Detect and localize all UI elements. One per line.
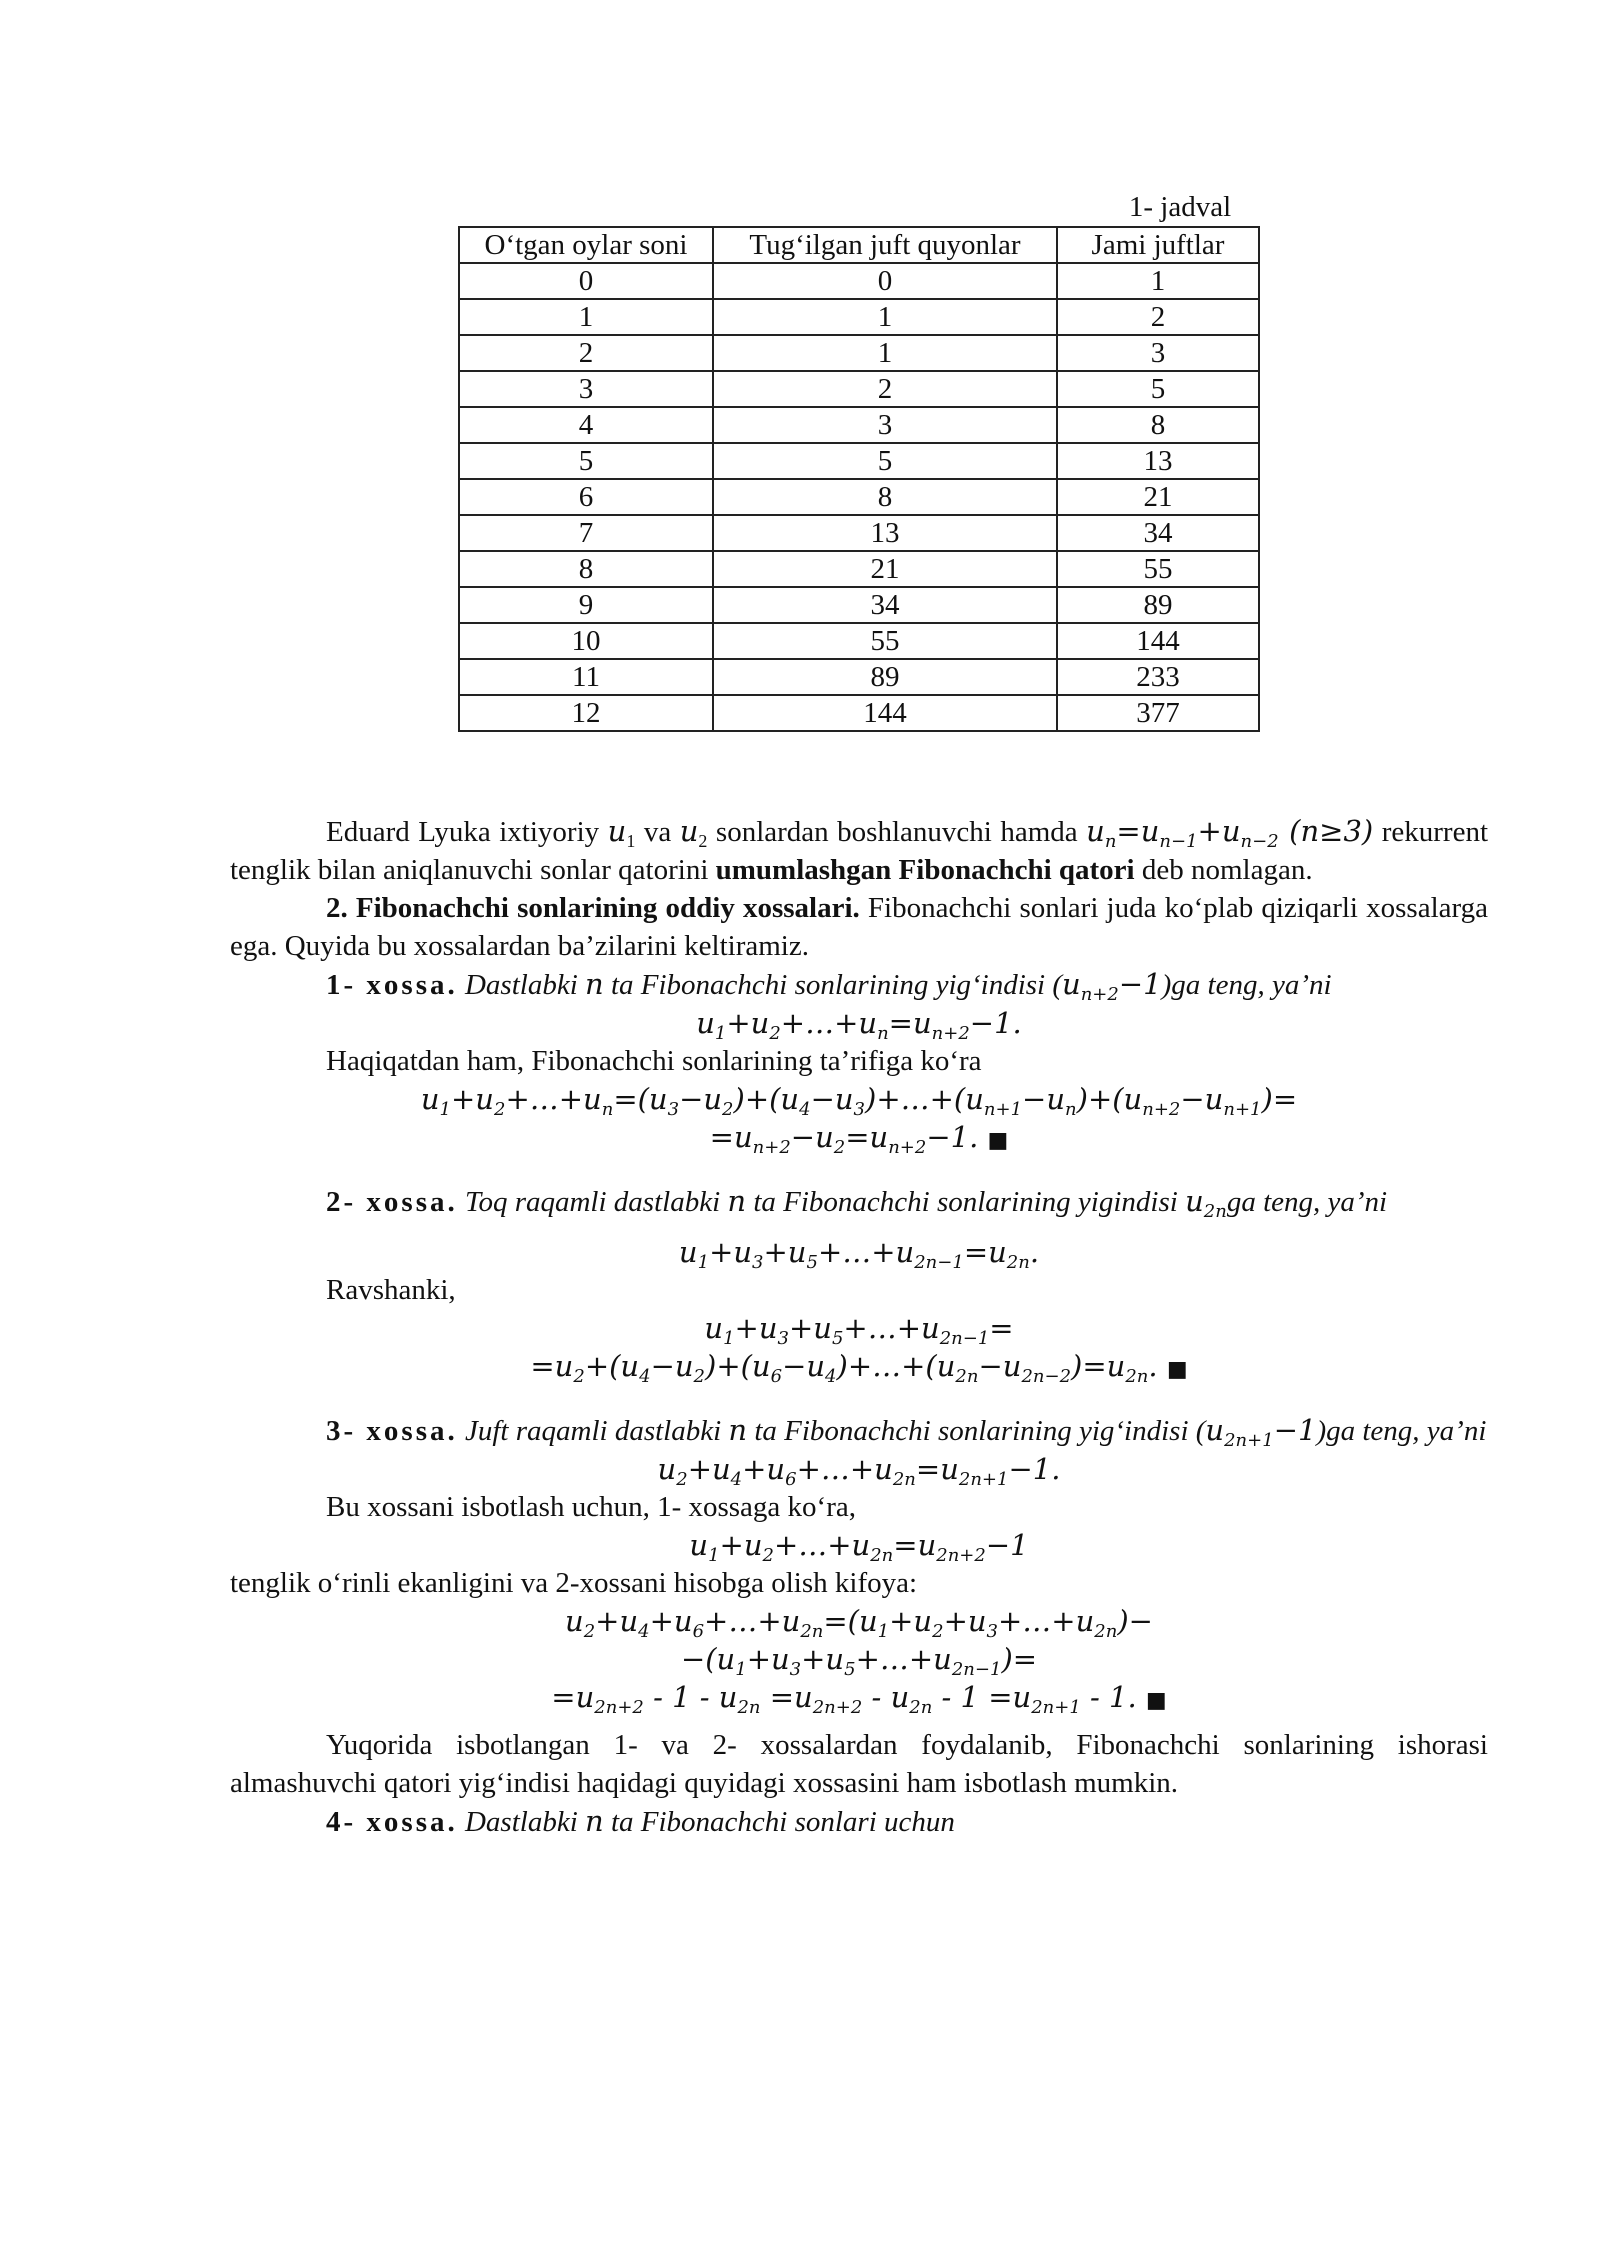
formula-9: $u_2+u_4+u_6+\dots+u_{2n}=(u_1+u_2+u_3+\dots+u_{2n})-$ [565, 1604, 1153, 1642]
formula-5: $u_1+u_3+u_5+\dots+u_{2n-1}=$ [704, 1311, 1014, 1349]
section-heading: 2. Fibonachchi sonlarining oddiy xossalari. [326, 892, 860, 924]
table-row [459, 551, 1259, 587]
property-1-statement: 1- xossa. Dastlabki n ta Fibonachchi sonlarining yig‘indisi $(u_{n+2}-1)ga$ teng, ya’ni [326, 967, 1332, 1005]
table-cell: 1 [1057, 263, 1259, 299]
property-2-proof-intro: Ravshanki, [326, 1274, 456, 1306]
table-cell: 8 [1057, 407, 1259, 443]
table-row [459, 587, 1259, 623]
table-cell: 55 [713, 623, 1057, 659]
table-row [459, 263, 1259, 299]
formula-1: $u_1+u_2+\dots+u_n=u_{n+2}-1$. [696, 1006, 1022, 1044]
table-cell: 55 [1057, 551, 1259, 587]
table-cell: 8 [459, 551, 713, 587]
table-row [459, 335, 1259, 371]
formula-7: $u_2+u_4+u_6+\dots+u_{2n}=u_{2n+1}-1$. [657, 1452, 1061, 1490]
recurrence-formula: $u_n=u_{n-1}+u_{n-2}$ (n≥3) [1086, 814, 1374, 852]
formula-4: $u_1+u_3+u_5+\dots+u_{2n-1}=u_{2n}$. [678, 1235, 1040, 1273]
table-header-row [459, 227, 1259, 263]
table-cell: 0 [459, 263, 713, 299]
table-row [459, 515, 1259, 551]
table-cell: 89 [713, 659, 1057, 695]
property-4-statement: 4- xossa. Dastlabki n ta Fibonachchi sonlari uchun [326, 1804, 955, 1838]
table-cell: 144 [1057, 623, 1259, 659]
column-header: Tug‘ilgan juft quyonlar [713, 227, 1057, 263]
table-cell: 0 [713, 263, 1057, 299]
table-caption: 1- jadval [1128, 191, 1232, 223]
table-cell: 9 [459, 587, 713, 623]
formula-6: $=u_2+(u_4-u_2)+(u_6-u_4)+\dots+(u_{2n}-u_{2n-2})=u_{2n}$. ■ [530, 1349, 1188, 1387]
table-cell: 10 [459, 623, 713, 659]
formula-10: $-(u_1+u_3+u_5+\dots+u_{2n-1})=$ [680, 1642, 1038, 1680]
table-cell: 34 [1057, 515, 1259, 551]
table-cell: 5 [1057, 371, 1259, 407]
table-row [459, 695, 1259, 731]
table-cell: 7 [459, 515, 713, 551]
table-cell: 13 [1057, 443, 1259, 479]
table-cell: 12 [459, 695, 713, 731]
formula-8: $u_1+u_2+\dots+u_{2n}=u_{2n+2}-1$ [689, 1528, 1029, 1566]
column-header: Jami juftlar [1057, 227, 1259, 263]
table-cell: 8 [713, 479, 1057, 515]
table-cell: 5 [459, 443, 713, 479]
table-cell: 11 [459, 659, 713, 695]
table-cell: 5 [713, 443, 1057, 479]
table-row [459, 623, 1259, 659]
term-bold: umumlashgan Fibonachchi qatori [715, 854, 1135, 886]
table-cell: 1 [459, 299, 713, 335]
table-row [459, 299, 1259, 335]
qed-square-icon: ■ [987, 1128, 1009, 1153]
qed-square-icon: ■ [1145, 1688, 1167, 1713]
table-cell: 2 [459, 335, 713, 371]
table-cell: 2 [713, 371, 1057, 407]
table-cell: 144 [713, 695, 1057, 731]
property-2-statement: 2- xossa. Toq raqamli dastlabki n ta Fibonachchi sonlarining yigindisi $u_{2n}ga$ teng, ya’ni [326, 1184, 1388, 1222]
property-3-statement: 3- xossa. Juft raqamli dastlabki n ta Fibonachchi sonlarining yig‘indisi $(u_{2n+1}-1)ga$ teng, ya’ni [326, 1413, 1487, 1451]
table-cell: 3 [713, 407, 1057, 443]
property-3-proof-intro: Bu xossani isbotlash uchun, 1- xossaga ko‘ra, [326, 1491, 856, 1523]
qed-square-icon: ■ [1166, 1357, 1188, 1382]
table-row [459, 659, 1259, 695]
property-3-proof-mid: tenglik o‘rinli ekanligini va 2-xossani hisobga olish kifoya: [230, 1567, 918, 1599]
table-row [459, 371, 1259, 407]
table-cell: 2 [1057, 299, 1259, 335]
table-cell: 377 [1057, 695, 1259, 731]
column-header: O‘tgan oylar soni [459, 227, 713, 263]
table-cell: 89 [1057, 587, 1259, 623]
table-row [459, 479, 1259, 515]
table-cell: 1 [713, 335, 1057, 371]
table-cell: 6 [459, 479, 713, 515]
table-cell: 13 [713, 515, 1057, 551]
intro-paragraph: Eduard Lyuka ixtiyoriy $u_1$ va $u_2$ sonlardan boshlanuvchi hamda $u_n=u_{n-1}+u_{n-2}$ (n≥3) rekurrent tenglik bilan aniqlanuvchi sonlar qatorini umumlashgan Fibonachchi qatori deb nomlagan. [230, 814, 1488, 886]
formula-3: $=u_{n+2}-u_2=u_{n+2}-1$. ■ [709, 1120, 1009, 1158]
table-cell: 21 [713, 551, 1057, 587]
formula-2: $u_1+u_2+\dots+u_n=(u_3-u_2)+(u_4-u_3)+\dots+(u_{n+1}-u_n)+(u_{n+2}-u_{n+1})=$ [420, 1082, 1298, 1120]
document-body [230, 812, 1488, 1841]
fibonacci-rabbit-table [458, 226, 1260, 732]
table-cell: 233 [1057, 659, 1259, 695]
property-1-proof-intro: Haqiqatdan ham, Fibonachchi sonlarining ta’rifiga ko‘ra [326, 1045, 982, 1077]
closing-paragraph: Yuqorida isbotlangan 1- va 2- xossalardan foydalanib, Fibonachchi sonlarining ishorasi almashuvchi qatori yig‘indisi haqidagi quyidagi xossasini ham isbotlash mumkin. [230, 1729, 1488, 1799]
table-cell: 3 [459, 371, 713, 407]
table-cell: 34 [713, 587, 1057, 623]
section-2-paragraph: 2. Fibonachchi sonlarining oddiy xossalari. Fibonachchi sonlari juda ko‘plab qiziqarli xossalarga ega. Quyida bu xossalardan ba’zilarini keltiramiz. [230, 892, 1488, 962]
table-row [459, 443, 1259, 479]
table-cell: 1 [713, 299, 1057, 335]
table-cell: 3 [1057, 335, 1259, 371]
table-cell: 4 [459, 407, 713, 443]
table-row [459, 407, 1259, 443]
table-cell: 21 [1057, 479, 1259, 515]
formula-11: $=u_{2n+2} - 1 - u_{2n} =u_{2n+2} - u_{2n} - 1 =u_{2n+1} - 1$. ■ [551, 1680, 1167, 1718]
